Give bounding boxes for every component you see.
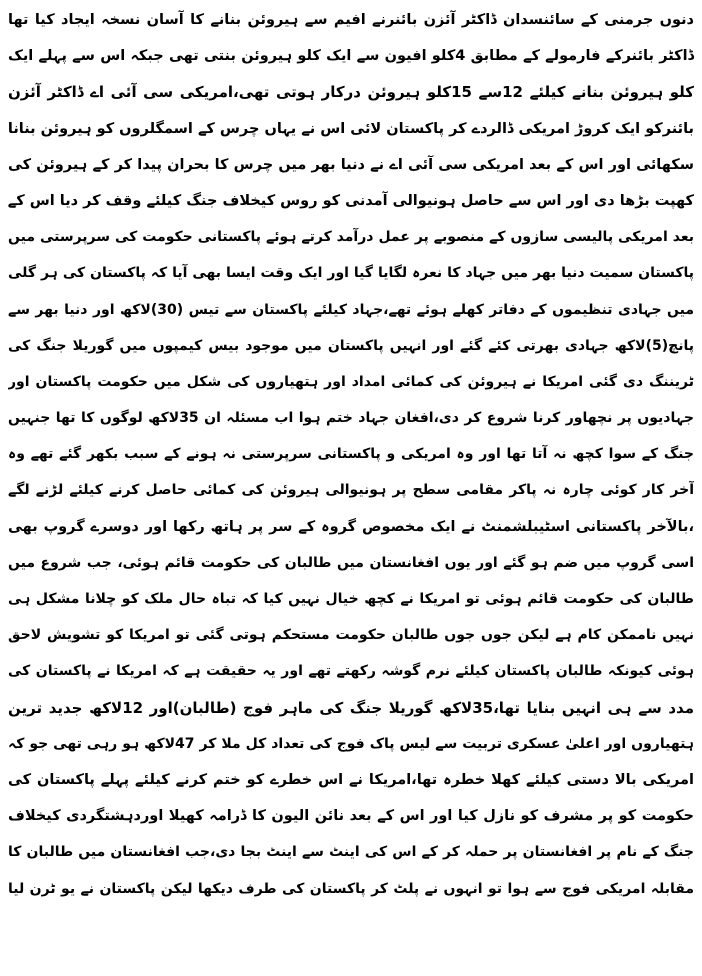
text-line: بائنرکو ایک کروڑ امریکی ڈالردے کر پاکستان لائی اس نے یہاں چرس کے اسمگلروں کو ہیروئن بنانا xyxy=(8,120,694,137)
text-line: دنوں جرمنی کے سائنسدان ڈاکٹر آئزن بائنرنے افیم سے ہیروئن بنانے کا آسان نسخہ ایجاد کیا تھا xyxy=(8,12,694,28)
text-line: جنگ کے سوا کچھ نہ آتا تھا اور وہ امریکی و پاکستانی سرپرستی نہ ہونے کے سبب بکھر گئے تھے وہ xyxy=(8,446,694,463)
text-line: بعد امریکی پالیسی سازوں کے منصوبے پر عمل درآمد کرتے ہوئے پاکستانی حکومت کی سرپرستی میں xyxy=(8,229,694,246)
text-line: مدد سے ہی انہیں بنایا تھا،35لاکھ گوریلا جنگ کی ماہر فوج (طالبان)اور 12لاکھ جدید ترین xyxy=(8,698,694,717)
text-line: آخر کار کوئی چارہ نہ پاکر مقامی سطح پر ہونیوالی ہیروئن کی کمائی حاصل کرنے کیلئے لڑنے لگے xyxy=(8,482,694,499)
text-line: کلو ہیروئن بنانے کیلئے 12سے 15کلو ہیروئن درکار ہوتی تھی،امریکی سی آئی اے ڈاکٹر آئزن xyxy=(8,83,694,102)
text-line: ڈاکٹر بائنرکے فارمولے کے مطابق 4کلو افیون سے ایک کلو ہیروئن بنتی تھی جبکہ اس سے پہلے ایک xyxy=(8,48,694,65)
text-line: سکھائی اور اس کے بعد امریکی سی آئی اے نے دنیا بھر میں چرس کا بحران پیدا کر کے ہیروئن کی xyxy=(8,156,694,173)
text-line: مقابلہ امریکی فوج سے ہوا تو انہوں نے پلٹ کر پاکستان کی طرف دیکھا لیکن پاکستان نے یو ٹرن لیا xyxy=(8,880,694,897)
text-line: کھپت بڑھا دی اور اس سے حاصل ہونیوالی آمدنی کو روس کیخلاف جنگ کیلئے وقف کر دیا اس کے xyxy=(8,192,694,209)
text-line: ،بالآخر پاکستانی اسٹیبلشمنٹ نے ایک مخصوص گروہ کے سر پر ہاتھ رکھا اور دوسرے گروپ بھی xyxy=(8,518,694,535)
text-line: پانچ(5)لاکھ جہادی بھرتی کئے گئے اور انہیں پاکستان میں موجود بیس کیمپوں میں گوریلا جنگ کی xyxy=(8,337,694,354)
urdu-text-body xyxy=(8,2,694,907)
text-line: ٹریننگ دی گئی امریکا نے ہیروئن کی کمائی امداد اور ہتھیاروں کی شکل میں حکومت پاکستان اور xyxy=(8,373,694,390)
text-line: امریکی بالا دستی کیلئے کھلا خطرہ تھا،امریکا نے اس خطرے کو ختم کرنے کیلئے پہلے پاکستان کی xyxy=(8,771,694,788)
text-line: ہوئی کیونکہ طالبان پاکستان کیلئے نرم گوشہ رکھتے تھے اور یہ حقیقت ہے کہ امریکا نے پاکستان کی xyxy=(8,663,694,680)
text-line: میں جہادی تنظیموں کے دفاتر کھلے ہوئے تھے،جہاد کیلئے پاکستان سے تیس (30)لاکھ اور دنیا بھر سے xyxy=(8,301,694,318)
text-line: ہتھیاروں اور اعلیٰ عسکری تربیت سے لیس پاک فوج کی تعداد کل ملا کر 47لاکھ ہو رہی تھی جو کہ xyxy=(8,735,694,752)
text-line: جنگ کے نام پر افغانستان پر حملہ کر کے اس کی اینٹ سے اینٹ بجا دی،جب افغانستان میں طالبان کا xyxy=(8,844,694,861)
text-line: نہیں ناممکن کام ہے لیکن جوں جوں طالبان حکومت مستحکم ہوتی گئی تو امریکا کو تشویش لاحق xyxy=(8,627,694,644)
text-line: حکومت کو پر مشرف کو نازل کیا اور اس کے بعد نائن الیون کا ڈرامہ کھیلا اوردہشتگردی کیخلاف xyxy=(8,808,694,825)
text-line: اسی گروپ میں ضم ہو گئے اور یوں افغانستان میں طالبان کی حکومت قائم ہوئی، جب شروع میں xyxy=(8,554,694,571)
text-line: طالبان کی حکومت قائم ہوئی تو امریکا نے کچھ خیال نہیں کیا کہ تباہ حال ملک کو چلانا مشکل ہی xyxy=(8,591,694,607)
text-line: پاکستان سمیت دنیا بھر میں جہاد کا نعرہ لگایا گیا اور ایک وقت ایسا بھی آیا کہ پاکستان کی ہر گلی xyxy=(8,265,694,282)
text-line: جہادیوں پر نچھاور کرنا شروع کر دی،افغان جہاد ختم ہوا اب مسئلہ ان 35لاکھ لوگوں کا تھا جنہیں xyxy=(8,410,694,427)
